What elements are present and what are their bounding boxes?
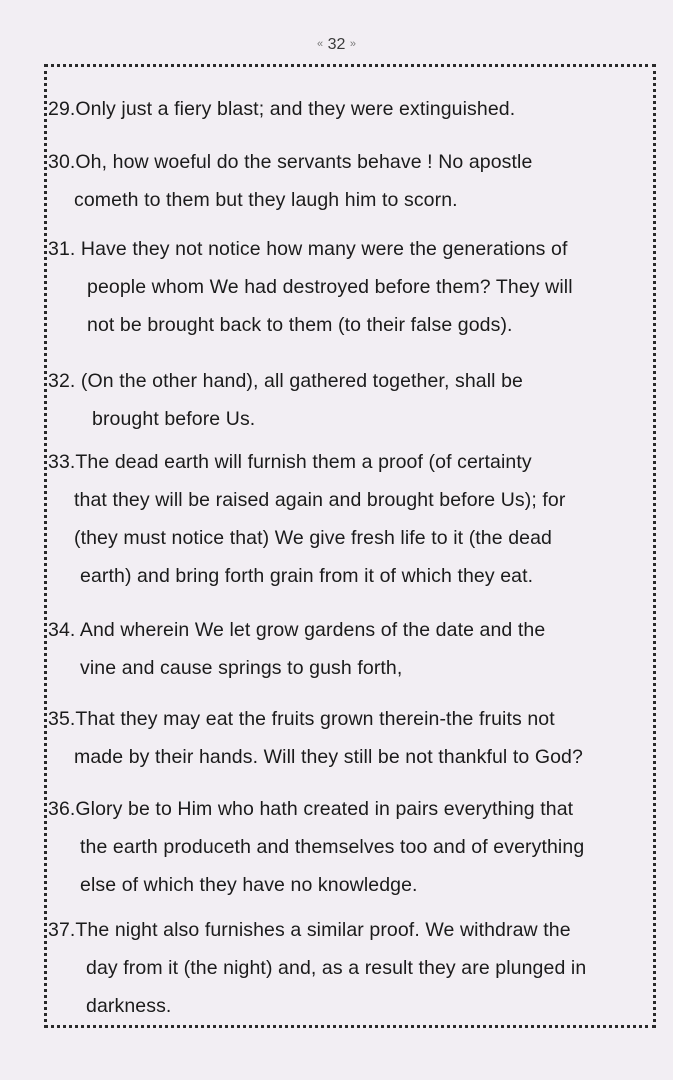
verse-line: that they will be raised again and brought before Us); for [74,489,566,511]
verse-line: the earth produceth and themselves too and of everything [80,836,585,858]
verse-line: 29.Only just a fiery blast; and they were extinguished. [48,98,516,120]
verse-line: 30.Oh, how woeful do the servants behave ! No apostle [48,151,533,173]
verse-line: 37.The night also furnishes a similar proof. We withdraw the [48,919,571,941]
verse-line: earth) and bring forth grain from it of which they eat. [80,565,534,587]
verse-line: darkness. [86,995,172,1017]
ornament-left-icon: « [317,38,324,50]
verse-block [48,143,653,219]
verse-line: 33.The dead earth will furnish them a proof (of certainty [48,451,532,473]
ornament-right-icon: » [349,38,356,50]
verse-block [48,230,653,344]
verse-line: made by their hands. Will they still be not thankful to God? [74,746,583,768]
verse-block [48,90,653,128]
verse-line: (they must notice that) We give fresh life to it (the dead [74,527,552,549]
page-number-text: 32 [327,36,346,53]
verse-line: brought before Us. [92,408,256,430]
verse-block [48,611,653,687]
verse-line: 34. And wherein We let grow gardens of the date and the [48,619,546,641]
page-number [0,36,673,54]
verse-block [48,790,653,904]
verse-block [48,911,653,1025]
verse-line: 35.That they may eat the fruits grown therein-the fruits not [48,708,555,730]
verse-line: people whom We had destroyed before them? They will [87,276,573,298]
verse-block [48,700,653,776]
verse-block [48,362,653,438]
verse-line: 32. (On the other hand), all gathered together, shall be [48,370,523,392]
verse-line: cometh to them but they laugh him to scorn. [74,189,458,211]
verse-line: else of which they have no knowledge. [80,874,418,896]
verse-block [48,443,653,595]
verse-line: day from it (the night) and, as a result they are plunged in [86,957,587,979]
verse-line: 36.Glory be to Him who hath created in pairs everything that [48,798,574,820]
verse-line: vine and cause springs to gush forth, [80,657,403,679]
verse-line: not be brought back to them (to their false gods). [87,314,513,336]
verse-line: 31. Have they not notice how many were the generations of [48,238,568,260]
